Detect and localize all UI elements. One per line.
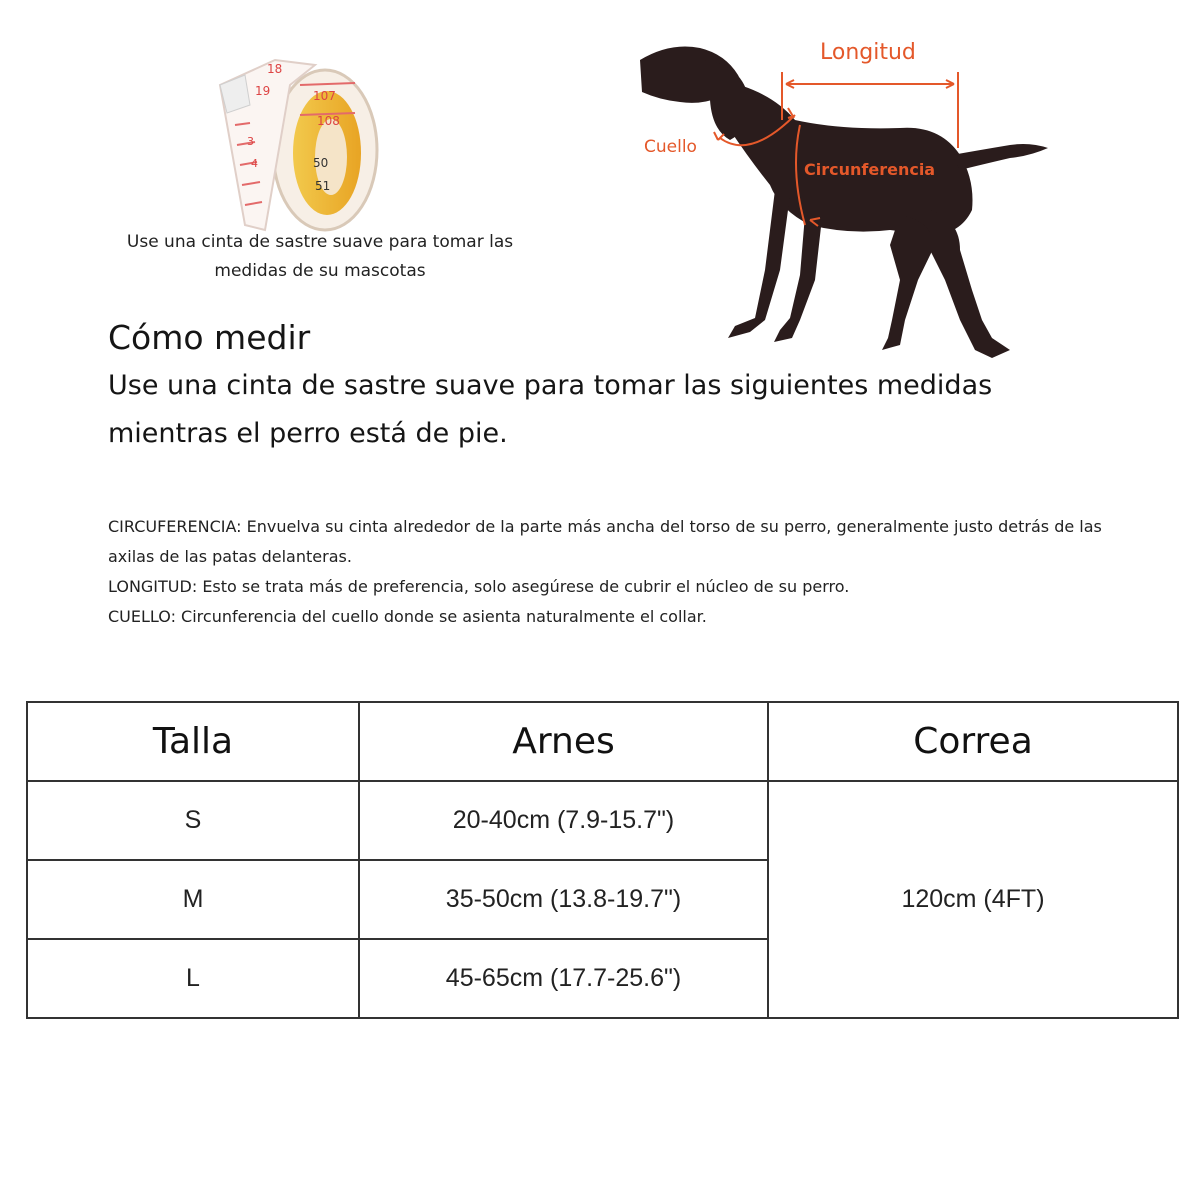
header-size: Talla xyxy=(27,702,359,781)
tape-number: 3 xyxy=(247,135,254,148)
length-label: Longitud xyxy=(820,40,916,65)
tape-number: 50 xyxy=(313,156,329,170)
definition-text: Envuelva su cinta alrededor de la parte más ancha del torso de su perro, generalmente justo detrás de las axilas de las patas delanteras. xyxy=(108,517,1102,566)
tape-measure-icon xyxy=(205,45,390,235)
definition-item: CIRCUFERENCIA: Envuelva su cinta alrededor de la parte más ancha del torso de su perro, generalmente justo detrás de las axilas de las patas delanteras. xyxy=(108,517,1102,566)
measurement-definitions xyxy=(108,512,1118,632)
definition-item: LONGITUD: Esto se trata más de preferencia, solo asegúrese de cubrir el núcleo de su perro. xyxy=(108,577,850,596)
page-title: Cómo medir xyxy=(108,318,311,357)
definition-term: LONGITUD xyxy=(108,577,192,596)
table-header-row xyxy=(27,702,1178,781)
dog-silhouette-icon xyxy=(600,20,1070,380)
neck-label: Cuello xyxy=(644,137,697,157)
tape-number: 4 xyxy=(251,157,258,170)
definition-item: CUELLO: Circunferencia del cuello donde se asienta naturalmente el collar. xyxy=(108,607,707,626)
tape-number: 18 xyxy=(267,62,283,76)
size-table xyxy=(26,701,1179,1019)
size-cell: L xyxy=(27,939,359,1018)
girth-label: Circunferencia xyxy=(804,160,936,179)
leash-cell: 120cm (4FT) xyxy=(768,781,1178,1018)
header-leash: Correa xyxy=(768,702,1178,781)
table-row xyxy=(27,781,1178,860)
definition-term: CUELLO xyxy=(108,607,171,626)
tape-number: 107 xyxy=(313,89,336,103)
header-harness: Arnes xyxy=(359,702,768,781)
harness-cell: 45-65cm (17.7-25.6") xyxy=(359,939,768,1018)
definition-text: Esto se trata más de preferencia, solo asegúrese de cubrir el núcleo de su perro. xyxy=(202,577,850,596)
intro-text: Use una cinta de sastre suave para tomar las siguientes medidas mientras el perro está de pie. xyxy=(108,370,993,449)
size-cell: M xyxy=(27,860,359,939)
definition-term: CIRCUFERENCIA xyxy=(108,517,237,536)
tape-number: 19 xyxy=(255,84,271,98)
dog-diagram xyxy=(600,20,1070,380)
harness-cell: 20-40cm (7.9-15.7") xyxy=(359,781,768,860)
tape-number: 51 xyxy=(315,179,331,193)
harness-cell: 35-50cm (13.8-19.7") xyxy=(359,860,768,939)
definition-text: Circunferencia del cuello donde se asienta naturalmente el collar. xyxy=(181,607,707,626)
tape-caption: Use una cinta de sastre suave para tomar las medidas de su mascotas xyxy=(126,232,514,281)
tape-measure-image xyxy=(205,45,390,235)
tape-number: 108 xyxy=(317,114,340,128)
size-cell: S xyxy=(27,781,359,860)
